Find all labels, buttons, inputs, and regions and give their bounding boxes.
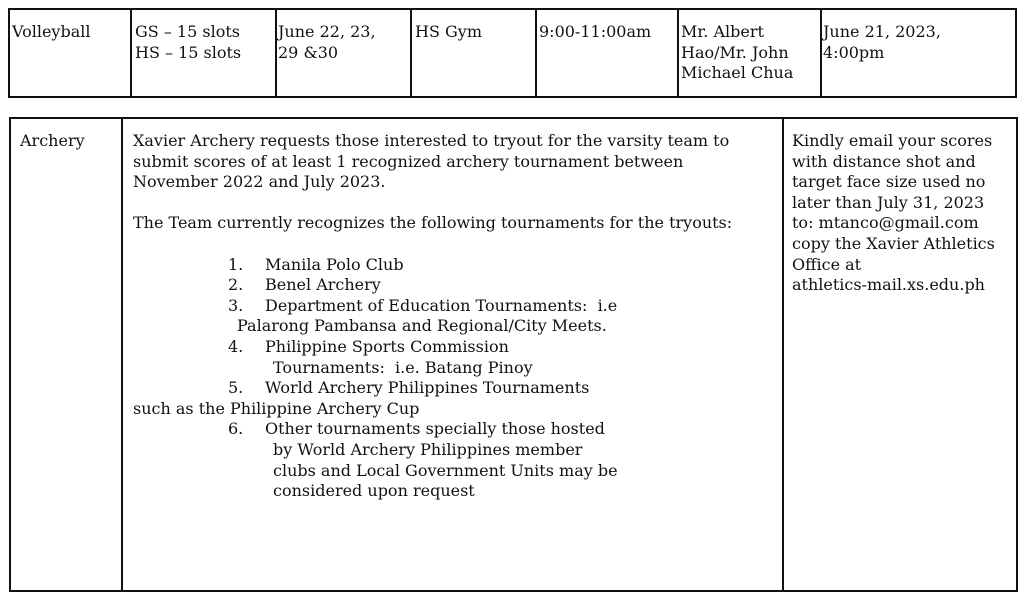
deadline-line: June 21, 2023, [823,22,941,41]
slots-line: GS – 15 slots [135,22,240,41]
sport-name: Volleyball [12,22,91,41]
venue-cell [411,9,536,97]
slots-line: HS – 15 slots [135,42,242,62]
list-text: Other tournaments specially those hosted [265,419,605,439]
list-number: 5. [228,378,244,398]
deadline-line: 4:00pm [823,42,885,62]
list-text: Benel Archery [265,275,381,295]
sport-name: Archery [20,131,85,150]
intro-line: Xavier Archery requests those interested to tryout for the varsity team to [133,131,730,150]
list-item [133,275,782,296]
instructions-line: to: mtanco@gmail.com [792,213,979,233]
coach-cell [678,9,821,97]
intro-line: submit scores of at least 1 recognized archery tournament between [133,151,684,171]
archery-table [9,117,1018,592]
intro-line: November 2022 and July 2023. [133,172,386,192]
list-text: Manila Polo Club [265,254,404,274]
coach-line: Michael Chua [681,63,794,83]
list-item [133,378,782,419]
description-cell [122,118,783,591]
recognizes-text: The Team currently recognizes the following tournaments for the tryouts: [133,213,733,233]
list-text: Department of Education Tournaments: i.e [265,295,618,315]
coach-line: Mr. Albert [681,22,764,41]
instructions-line: copy the Xavier Athletics [792,233,995,253]
list-number: 1. [228,254,244,274]
sport-cell [9,9,131,97]
table-row [10,118,1017,591]
coach-line: Hao/Mr. John [681,42,789,62]
list-item [133,296,782,337]
instructions-line: Office at [792,254,862,274]
dates-line: 29 &30 [278,42,339,62]
instructions-line: Kindly email your scores [792,131,993,150]
list-item [133,419,782,501]
instructions-line: athletics-mail.xs.edu.ph [792,275,985,295]
list-text: Tournaments: i.e. Batang Pinoy [273,357,533,377]
time-text: 9:00-11:00am [539,22,652,41]
venue-text: HS Gym [415,22,482,41]
time-cell [536,9,678,97]
list-text: Palarong Pambansa and Regional/City Meets. [237,316,607,336]
volleyball-table [8,8,1017,98]
sport-cell [10,118,122,591]
list-text: Philippine Sports Commission [265,336,509,356]
list-item [133,255,782,276]
list-text: clubs and Local Government Units may be [273,460,618,480]
list-number: 2. [228,275,244,295]
instructions-line: target face size used no [792,172,986,192]
list-text: such as the Philippine Archery Cup [133,398,420,418]
list-text: World Archery Philippines Tournaments [265,378,590,398]
table-row [9,9,1016,97]
slots-cell [131,9,276,97]
tournament-list [133,255,782,502]
list-text: considered upon request [273,481,475,501]
list-number: 4. [228,336,244,356]
list-item [133,337,782,378]
dates-line: June 22, 23, [278,22,376,41]
dates-cell [276,9,411,97]
list-number: 3. [228,295,244,315]
list-number: 6. [228,419,244,439]
deadline-cell [821,9,1016,97]
list-text: by World Archery Philippines member [273,439,583,459]
instructions-cell [783,118,1017,591]
instructions-line: later than July 31, 2023 [792,192,985,212]
instructions-line: with distance shot and [792,151,976,171]
